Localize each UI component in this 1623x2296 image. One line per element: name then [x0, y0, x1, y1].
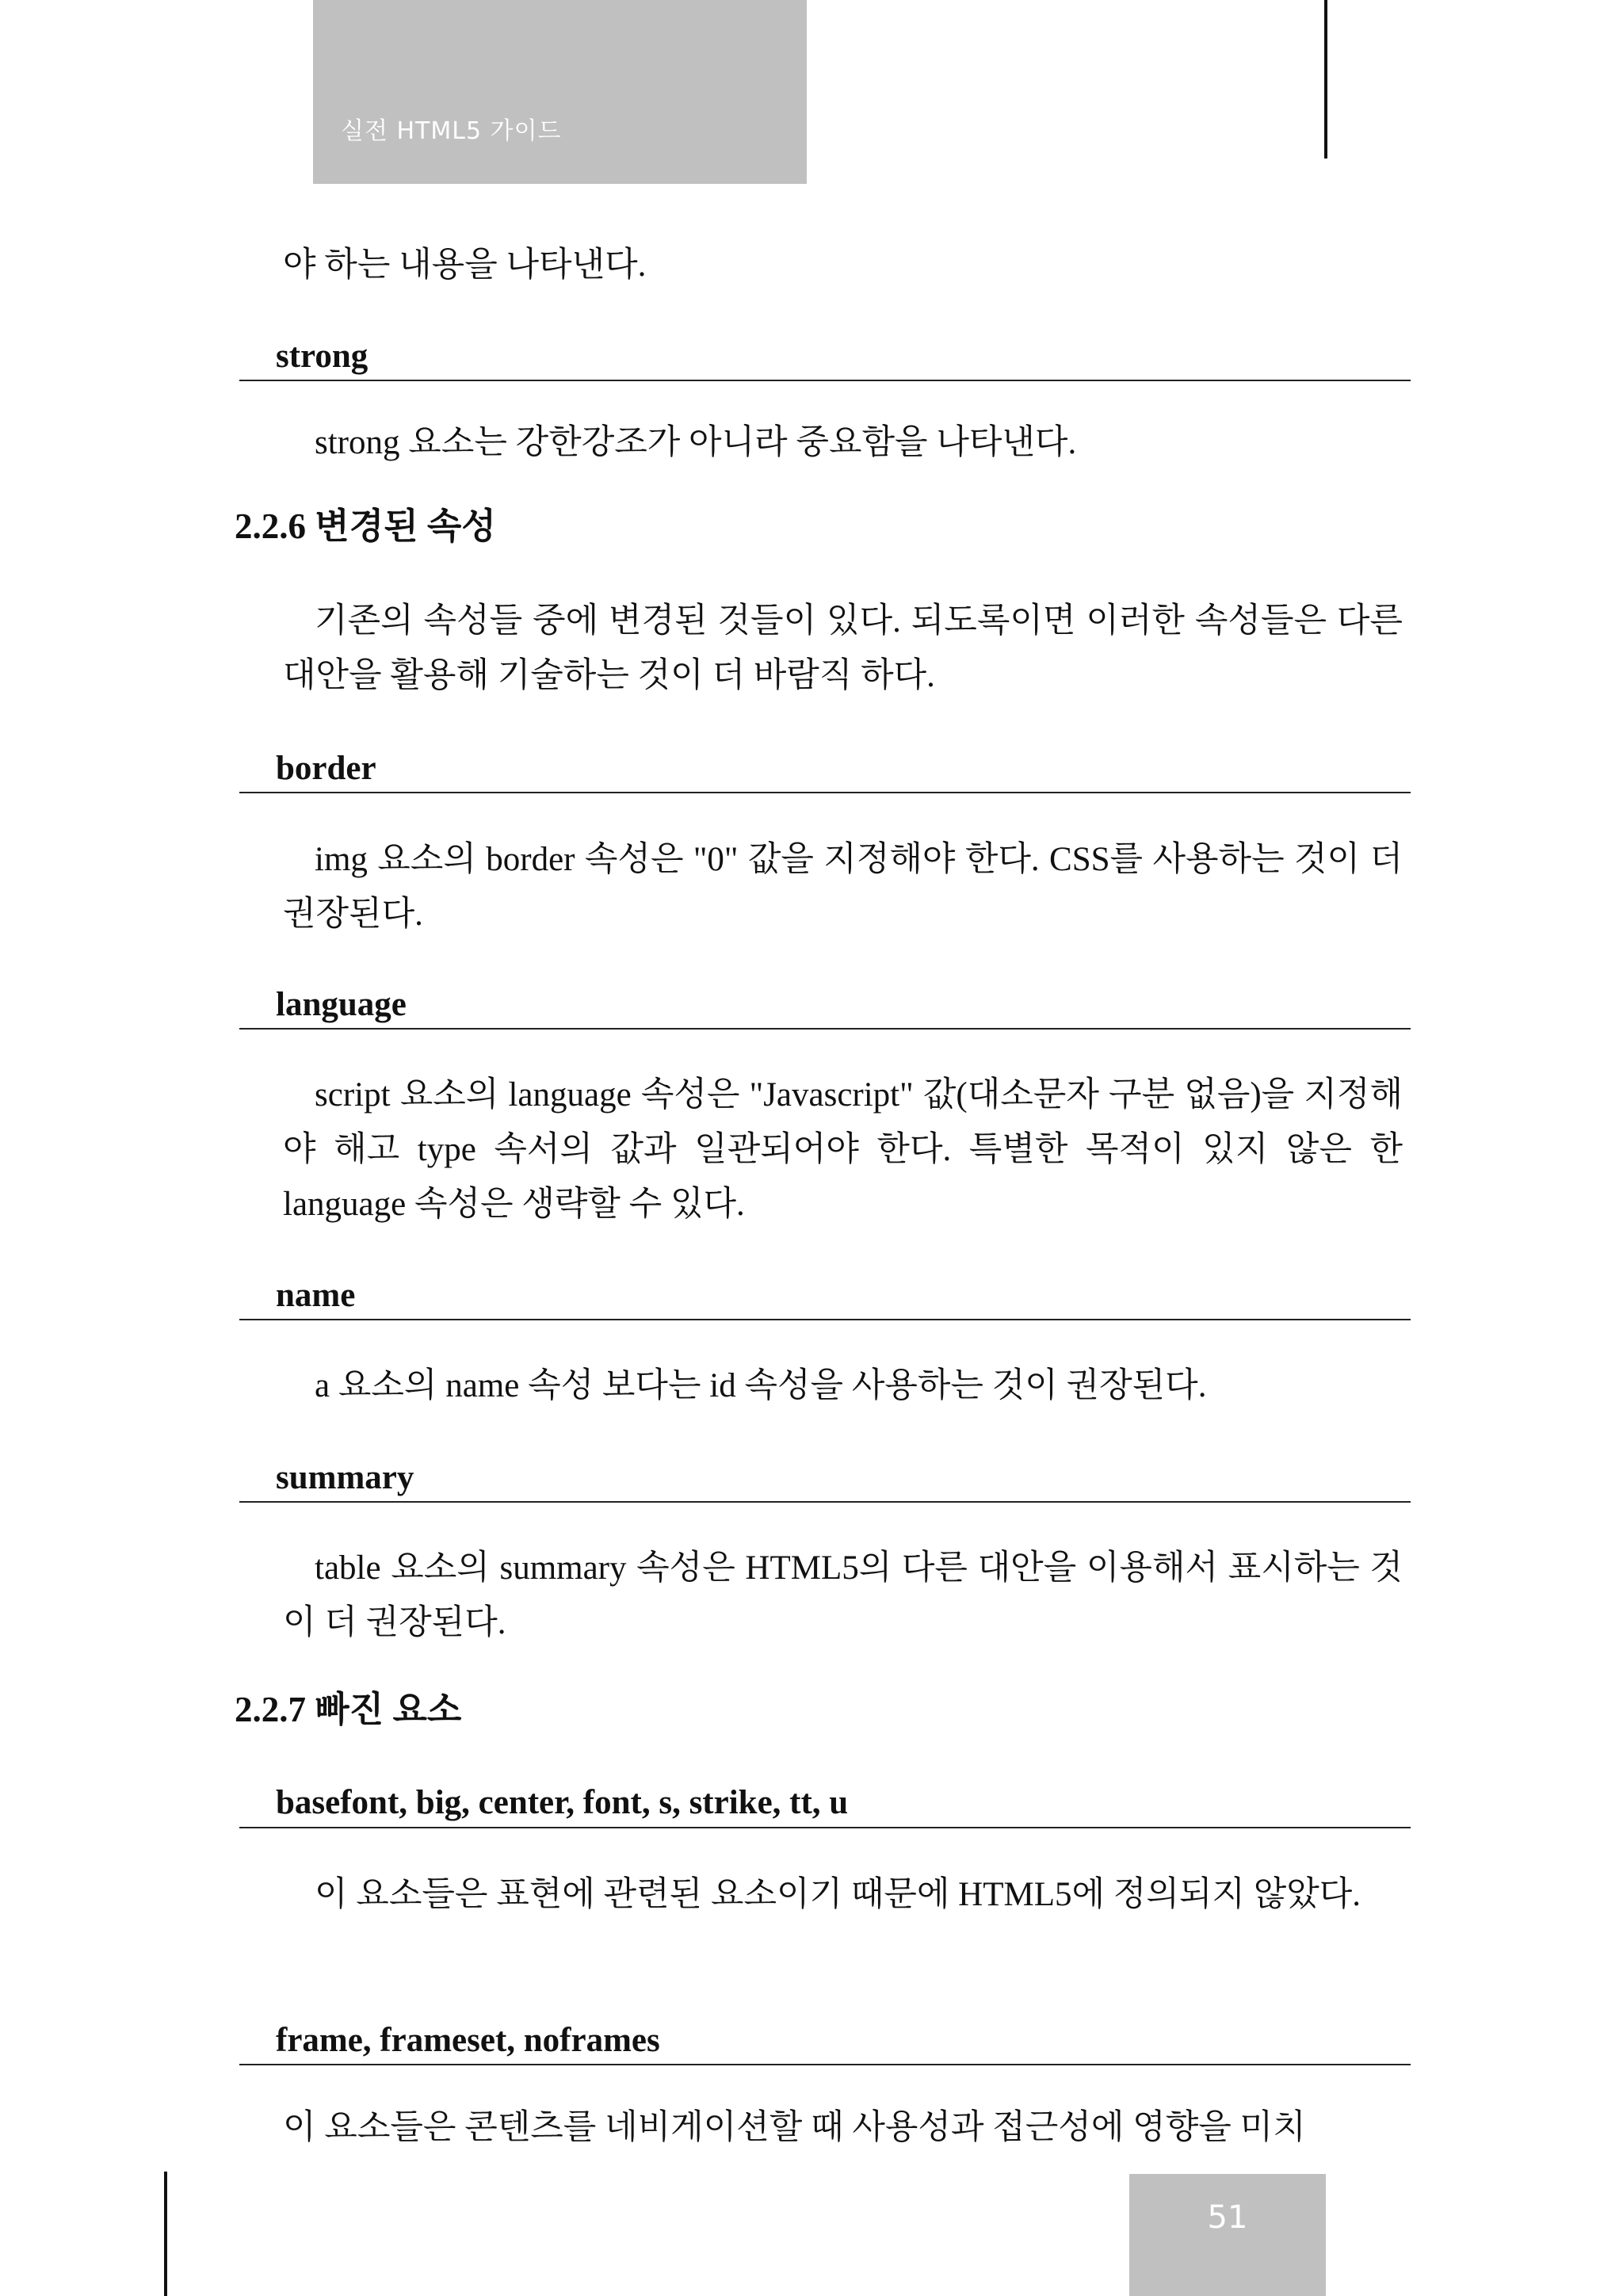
term-rule	[239, 1319, 1411, 1320]
term-rule	[239, 2064, 1411, 2065]
desc-basefont: 이 요소들은 표현에 관련된 요소이기 때문에 HTML5에 정의되지 않았다.	[315, 1876, 1361, 1913]
desc-border: img 요소의 border 속성은 "0" 값을 지정해야 한다. CSS를 사용하는 것이 더 권장된다.	[283, 841, 1403, 933]
desc-frame: 이 요소들은 콘텐츠를 네비게이션할 때 사용성과 접근성에 영향을 미치	[283, 2109, 1306, 2146]
term-language: language	[276, 986, 407, 1023]
continued-text: 야 하는 내용을 나타낸다.	[283, 246, 647, 284]
term-summary: summary	[276, 1459, 414, 1496]
header-banner	[313, 0, 807, 184]
term-strong: strong	[276, 338, 369, 375]
top-right-rule	[1324, 0, 1327, 159]
book-title: 실전 HTML5 가이드	[341, 117, 562, 145]
term-name: name	[276, 1277, 356, 1314]
term-rule	[239, 792, 1411, 793]
section-intro-2-2-6: 기존의 속성들 중에 변경된 것들이 있다. 되도록이면 이러한 속성들은 다른 대안을 활용해 기술하는 것이 더 바람직 하다.	[283, 602, 1403, 694]
bottom-left-rule	[164, 2172, 167, 2296]
term-rule	[239, 1501, 1411, 1503]
term-rule	[239, 1827, 1411, 1828]
desc-name: a 요소의 name 속성 보다는 id 속성을 사용하는 것이 권장된다.	[315, 1367, 1207, 1404]
desc-strong: strong 요소는 강한강조가 아니라 중요함을 나타낸다.	[315, 424, 1077, 461]
term-rule	[239, 380, 1411, 381]
term-frame: frame, frameset, noframes	[276, 2022, 660, 2059]
section-heading-2-2-7: 2.2.7 빠진 요소	[235, 1690, 462, 1729]
page-number: 51	[1207, 2199, 1248, 2236]
section-heading-2-2-6: 2.2.6 변경된 속성	[235, 506, 496, 546]
desc-summary: table 요소의 summary 속성은 HTML5의 다른 대안을 이용해서 표시하는 것이 더 권장된다.	[283, 1549, 1403, 1641]
term-basefont: basefont, big, center, font, s, strike, tt, u	[276, 1784, 849, 1821]
term-rule	[239, 1028, 1411, 1030]
desc-language: script 요소의 language 속성은 "Javascript" 값(대소문자 구분 없음)을 지정해야 해고 type 속서의 값과 일관되어야 한다. 특별한 목적이 있지 않은 한 language 속성은 생략할 수 있다.	[283, 1076, 1403, 1223]
term-border: border	[276, 750, 376, 787]
